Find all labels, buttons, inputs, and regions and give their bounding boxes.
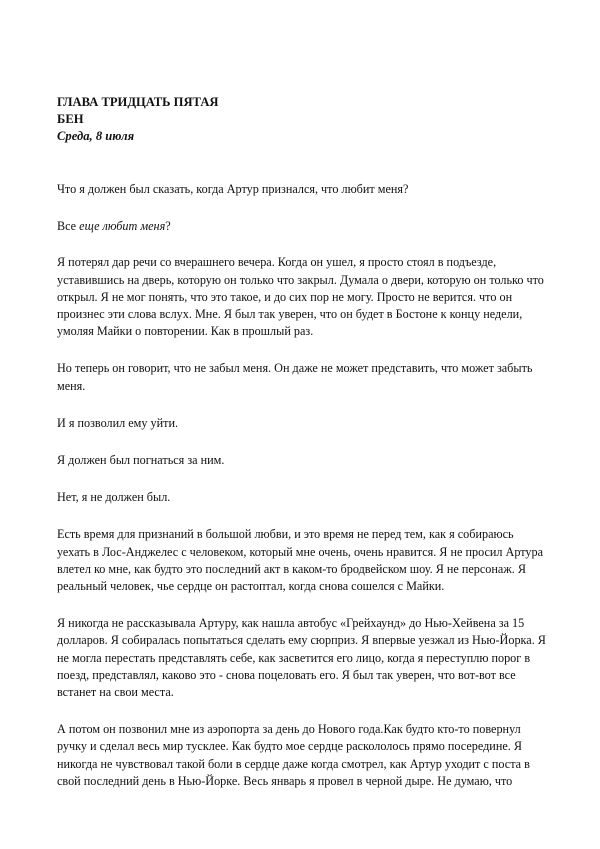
paragraph [57,526,547,595]
chapter-title: ГЛАВА ТРИДЦАТЬ ПЯТАЯ [57,95,219,109]
chapter-narrator: БЕН [57,112,84,126]
paragraph-line: уставившись на дверь, которую он только что закрыл. Думала о двери, которую он только что [57,272,544,287]
paragraph-line: свой последний день в Нью-Йорке. Весь январь я провел в черной дыре. Не думаю, что [57,773,513,788]
paragraph-line: уехать в Лос-Анджелес с человеком, который мне очень, очень нравится. Я не просил Артура [57,544,544,559]
paragraph-line: влетел ко мне, как будто это последний акт в каком-то бродвейском шоу. Я не персонаж. Я [57,561,526,576]
paragraph-line: Что я должен был сказать, когда Артур признался, что любит меня? [57,182,409,196]
paragraph [57,489,547,506]
paragraph-line: поезд, представлял, каково это - снова поцеловать его. Я был так уверен, что вот-вот все [57,667,516,682]
paragraph-line: ручку и сделал весь мир тусклее. Как будто мое сердце раскололось прямо посередине. Я [57,739,522,754]
emphasis-text: еще любит меня [79,219,166,234]
paragraph-line: не могла перестать представлять себе, как засветится его лицо, когда я переступлю порог в [57,650,531,665]
paragraph-line: А потом он позвонил мне из аэропорта за день до Нового года.Как будто кто-то повернул [57,722,521,737]
paragraph [57,415,547,432]
paragraph [57,360,547,394]
paragraph-line: Есть время для признаний в большой любви, и это время не перед тем, как я собираюсь [57,527,514,542]
paragraph [57,452,547,469]
chapter-date: Среда, 8 июля [57,129,135,143]
paragraph [57,218,547,235]
paragraph [57,254,547,340]
paragraph-line: никогда не чувствовал такой боли в сердце даже когда смотрел, как Артур уходит с поста в [57,756,530,771]
paragraph [57,615,547,701]
paragraph-line: Нет, я не должен был. [57,490,171,505]
paragraph [57,721,547,790]
paragraph-line: умоляя Майки о повторении. Как в прошлый раз. [57,324,314,339]
paragraph-line: встанет на свои места. [57,685,174,700]
paragraph-line: реальный человек, чье сердце он растоптал, когда снова сошелся с Майки. [57,579,445,594]
paragraph-line: И я позволил ему уйти. [57,415,179,430]
paragraph-line: открыл. Я не мог понять, что это такое, и до сих пор не могу. Просто не верится. что он [57,289,513,304]
paragraph-line: Но теперь он говорит, что не забыл меня. Он даже не может представить, что может забыть [57,361,533,376]
text-prefix: Все [57,219,80,234]
paragraph-line: произнес эти слова вслух. Мне. Я был так уверен, что он будет в Бостоне к концу недели, [57,307,523,322]
paragraph-line: меня. [57,378,86,393]
paragraph-line: Я потерял дар речи со вчерашнего вечера. Когда он ушел, я просто стоял в подъезде, [57,255,497,270]
paragraph [57,181,547,198]
document-page [57,94,547,790]
paragraph-line [57,218,547,235]
text-suffix: ? [165,219,171,234]
paragraph-line: Я должен был погнаться за ним. [57,453,225,468]
paragraph-line: Я никогда не рассказывала Артуру, как нашла автобус «Грейхаунд» до Нью-Хейвена за 15 [57,616,525,631]
paragraph-line: долларов. Я собиралась попытаться сделать ему сюрприз. Я впервые уезжал из Нью-Йорка. Я [57,633,546,648]
